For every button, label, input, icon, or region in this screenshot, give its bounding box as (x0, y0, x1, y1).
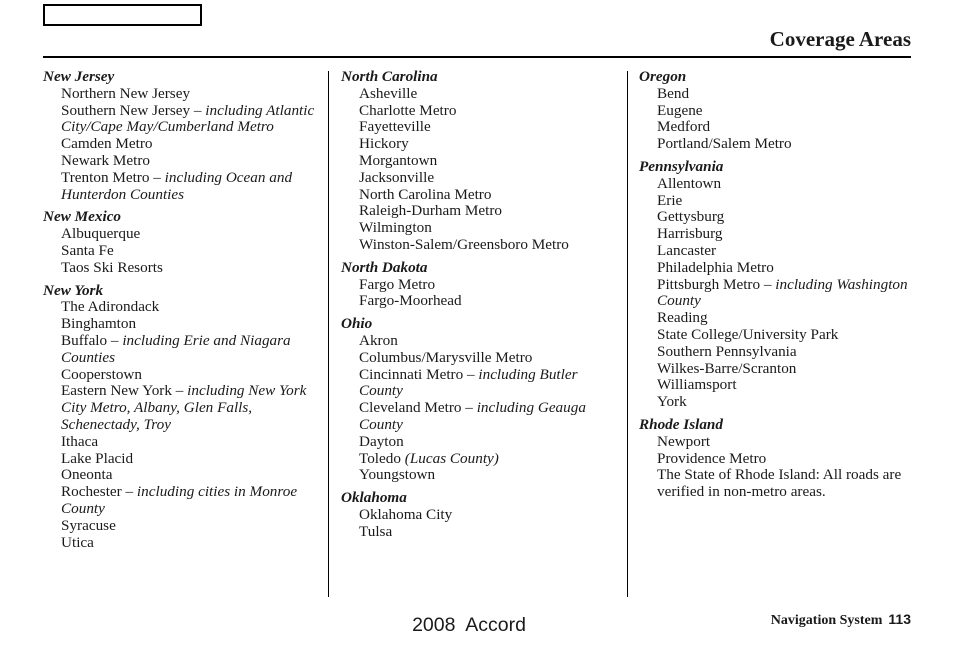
city-name: Binghamton (61, 315, 137, 333)
city-name: Dayton (359, 432, 404, 450)
city-entry (43, 518, 318, 535)
state-heading: Oregon (639, 68, 687, 85)
city-name: Charlotte Metro (359, 101, 457, 119)
city-name: Syracuse (61, 516, 116, 534)
city-note: including Geauga County (359, 399, 586, 433)
city-name: Trenton Metro (61, 168, 150, 186)
city-entry (43, 103, 318, 137)
city-name: Reading (657, 309, 708, 327)
city-name: Rochester (61, 483, 122, 501)
state-section (341, 316, 616, 484)
city-entry (43, 226, 318, 243)
state-section (341, 490, 616, 540)
city-name: Hickory (359, 135, 409, 153)
column-divider (627, 71, 628, 597)
city-entry (341, 103, 616, 120)
state-heading: New York (43, 281, 104, 299)
state-heading: Oklahoma (341, 489, 407, 507)
model-caption: 2008 Accord (412, 614, 526, 636)
city-dash: – (171, 382, 188, 400)
city-name: Eugene (657, 101, 703, 119)
state-section (43, 283, 318, 552)
city-entry (43, 333, 318, 367)
city-name: Southern Pennsylvania (657, 342, 797, 360)
city-entry (43, 451, 318, 468)
state-section (639, 417, 914, 501)
city-entry (639, 136, 914, 153)
city-entry (341, 136, 616, 153)
city-name: Pittsburgh Metro (657, 275, 761, 293)
city-entry (43, 484, 318, 518)
city-entry (341, 203, 616, 220)
city-name: Raleigh-Durham Metro (359, 202, 502, 220)
city-entry (639, 467, 914, 501)
coverage-column-1 (43, 69, 318, 551)
city-name: Bend (657, 84, 690, 102)
state-heading: Pennsylvania (639, 157, 724, 175)
city-name: Oklahoma City (359, 505, 453, 523)
city-name: Asheville (359, 84, 418, 102)
state-heading: Ohio (341, 315, 373, 333)
city-entry (341, 220, 616, 237)
city-entry (639, 434, 914, 451)
city-name: Lake Placid (61, 449, 134, 467)
city-entry (43, 153, 318, 170)
city-entry (341, 451, 616, 468)
city-name: Cooperstown (61, 365, 142, 383)
city-name: Taos Ski Resorts (61, 258, 163, 276)
page-number: 113 (888, 611, 911, 627)
city-entry (639, 193, 914, 210)
city-entry (43, 136, 318, 153)
city-dash: – (121, 483, 137, 501)
city-name: Ithaca (61, 432, 99, 450)
city-entry (639, 327, 914, 344)
city-entry (341, 277, 616, 294)
city-entry (341, 367, 616, 401)
state-section (639, 69, 914, 153)
city-name: Philadelphia Metro (657, 258, 774, 276)
city-name: Providence Metro (657, 449, 767, 467)
city-name: Akron (359, 331, 398, 349)
city-entry (341, 170, 616, 187)
city-name: Columbus/Marysville Metro (359, 348, 533, 366)
city-entry (639, 344, 914, 361)
city-name: Fargo-Moorhead (359, 292, 462, 310)
city-entry (43, 367, 318, 384)
city-dash: – (760, 275, 776, 293)
city-name: Utica (61, 533, 94, 551)
header-tab-box (43, 4, 202, 26)
city-note: including New York City Metro, Albany, Glen Falls, Schenectady, Troy (61, 382, 307, 433)
city-entry (341, 86, 616, 103)
coverage-column-3 (639, 69, 914, 501)
city-name: Youngstown (359, 466, 436, 484)
city-entry (43, 434, 318, 451)
city-name: Harrisburg (657, 225, 723, 243)
city-entry (341, 237, 616, 254)
city-entry (341, 153, 616, 170)
city-entry (43, 535, 318, 552)
city-entry (639, 310, 914, 327)
city-name: Cleveland Metro (359, 399, 462, 417)
city-entry (341, 467, 616, 484)
city-name: Wilmington (359, 219, 432, 237)
city-dash: – (149, 168, 165, 186)
city-name: Morgantown (359, 151, 438, 169)
state-section (639, 159, 914, 411)
city-name: Toledo (359, 449, 401, 467)
city-name: Buffalo (61, 331, 108, 349)
city-note: including Washington County (657, 275, 908, 310)
city-note: including Erie and Niagara Counties (61, 331, 291, 366)
city-entry (341, 293, 616, 310)
city-name: Allentown (657, 174, 722, 192)
city-entry (43, 86, 318, 103)
state-section (43, 69, 318, 203)
city-entry (341, 119, 616, 136)
city-entry (639, 119, 914, 136)
city-name: Southern New Jersey (61, 101, 191, 119)
city-entry (639, 361, 914, 378)
header-rule (43, 56, 911, 58)
city-entry (639, 86, 914, 103)
state-heading: New Mexico (43, 208, 122, 226)
city-entry (341, 400, 616, 434)
city-entry (341, 187, 616, 204)
city-name: Erie (657, 191, 683, 209)
city-name: Eastern New York (61, 382, 172, 400)
city-name: Medford (657, 118, 711, 136)
city-name: Portland/Salem Metro (657, 135, 792, 153)
state-section (341, 69, 616, 254)
city-name: Albuquerque (61, 225, 141, 243)
city-dash: – (190, 101, 206, 119)
city-name: Gettysburg (657, 208, 725, 226)
city-entry (639, 176, 914, 193)
city-name: The State of Rhode Island: All roads are verified in non-metro areas. (657, 466, 902, 501)
city-note: including Atlantic City/Cape May/Cumberland Metro (61, 101, 315, 136)
city-entry (341, 333, 616, 350)
city-name: York (657, 393, 687, 411)
city-entry (341, 524, 616, 541)
city-entry (43, 383, 318, 433)
city-entry (639, 377, 914, 394)
footer-label: Navigation System (770, 613, 883, 628)
column-divider (328, 71, 329, 597)
city-name: Northern New Jersey (61, 84, 191, 102)
city-name: North Carolina Metro (359, 185, 492, 203)
city-entry (43, 299, 318, 316)
city-entry (43, 243, 318, 260)
city-note: including Butler County (359, 365, 578, 400)
city-entry (43, 260, 318, 277)
city-name: Oneonta (61, 466, 113, 484)
city-entry (639, 394, 914, 411)
city-name: The Adirondack (61, 298, 160, 316)
city-entry (639, 103, 914, 120)
city-note: including Ocean and Hunterdon Counties (61, 168, 293, 203)
city-entry (341, 434, 616, 451)
city-name: Newark Metro (61, 151, 150, 169)
city-dash: – (461, 399, 477, 417)
city-note: including cities in Monroe County (61, 483, 298, 517)
city-name: Williamsport (657, 376, 737, 394)
city-name: Jacksonville (359, 168, 435, 186)
state-heading: North Carolina (341, 68, 438, 85)
city-entry (341, 507, 616, 524)
city-name: Wilkes-Barre/Scranton (657, 359, 797, 377)
city-name: Newport (657, 432, 711, 450)
state-heading: New Jersey (43, 68, 115, 85)
city-entry (43, 170, 318, 204)
city-name: Camden Metro (61, 135, 153, 153)
city-entry (639, 451, 914, 468)
page-title: Coverage Areas (769, 27, 911, 51)
city-entry (341, 350, 616, 367)
city-name: State College/University Park (657, 325, 839, 343)
city-entry (43, 316, 318, 333)
city-entry (639, 243, 914, 260)
city-entry (43, 467, 318, 484)
city-entry (639, 226, 914, 243)
city-entry (639, 277, 914, 311)
city-entry (639, 260, 914, 277)
state-heading: Rhode Island (639, 415, 723, 433)
city-name: Tulsa (359, 522, 393, 540)
state-heading: North Dakota (341, 258, 428, 276)
city-name: Cincinnati Metro (359, 365, 464, 383)
state-section (43, 209, 318, 276)
coverage-column-2 (341, 69, 616, 541)
city-name: Fayetteville (359, 118, 431, 136)
city-name: Fargo Metro (359, 275, 436, 293)
city-dash: – (463, 365, 479, 383)
city-name: Winston-Salem/Greensboro Metro (359, 235, 569, 253)
city-dash: – (107, 331, 123, 349)
city-name: Lancaster (657, 241, 717, 259)
city-entry (639, 209, 914, 226)
state-section (341, 260, 616, 310)
city-name: Santa Fe (61, 241, 114, 259)
city-note: (Lucas County) (404, 449, 499, 467)
